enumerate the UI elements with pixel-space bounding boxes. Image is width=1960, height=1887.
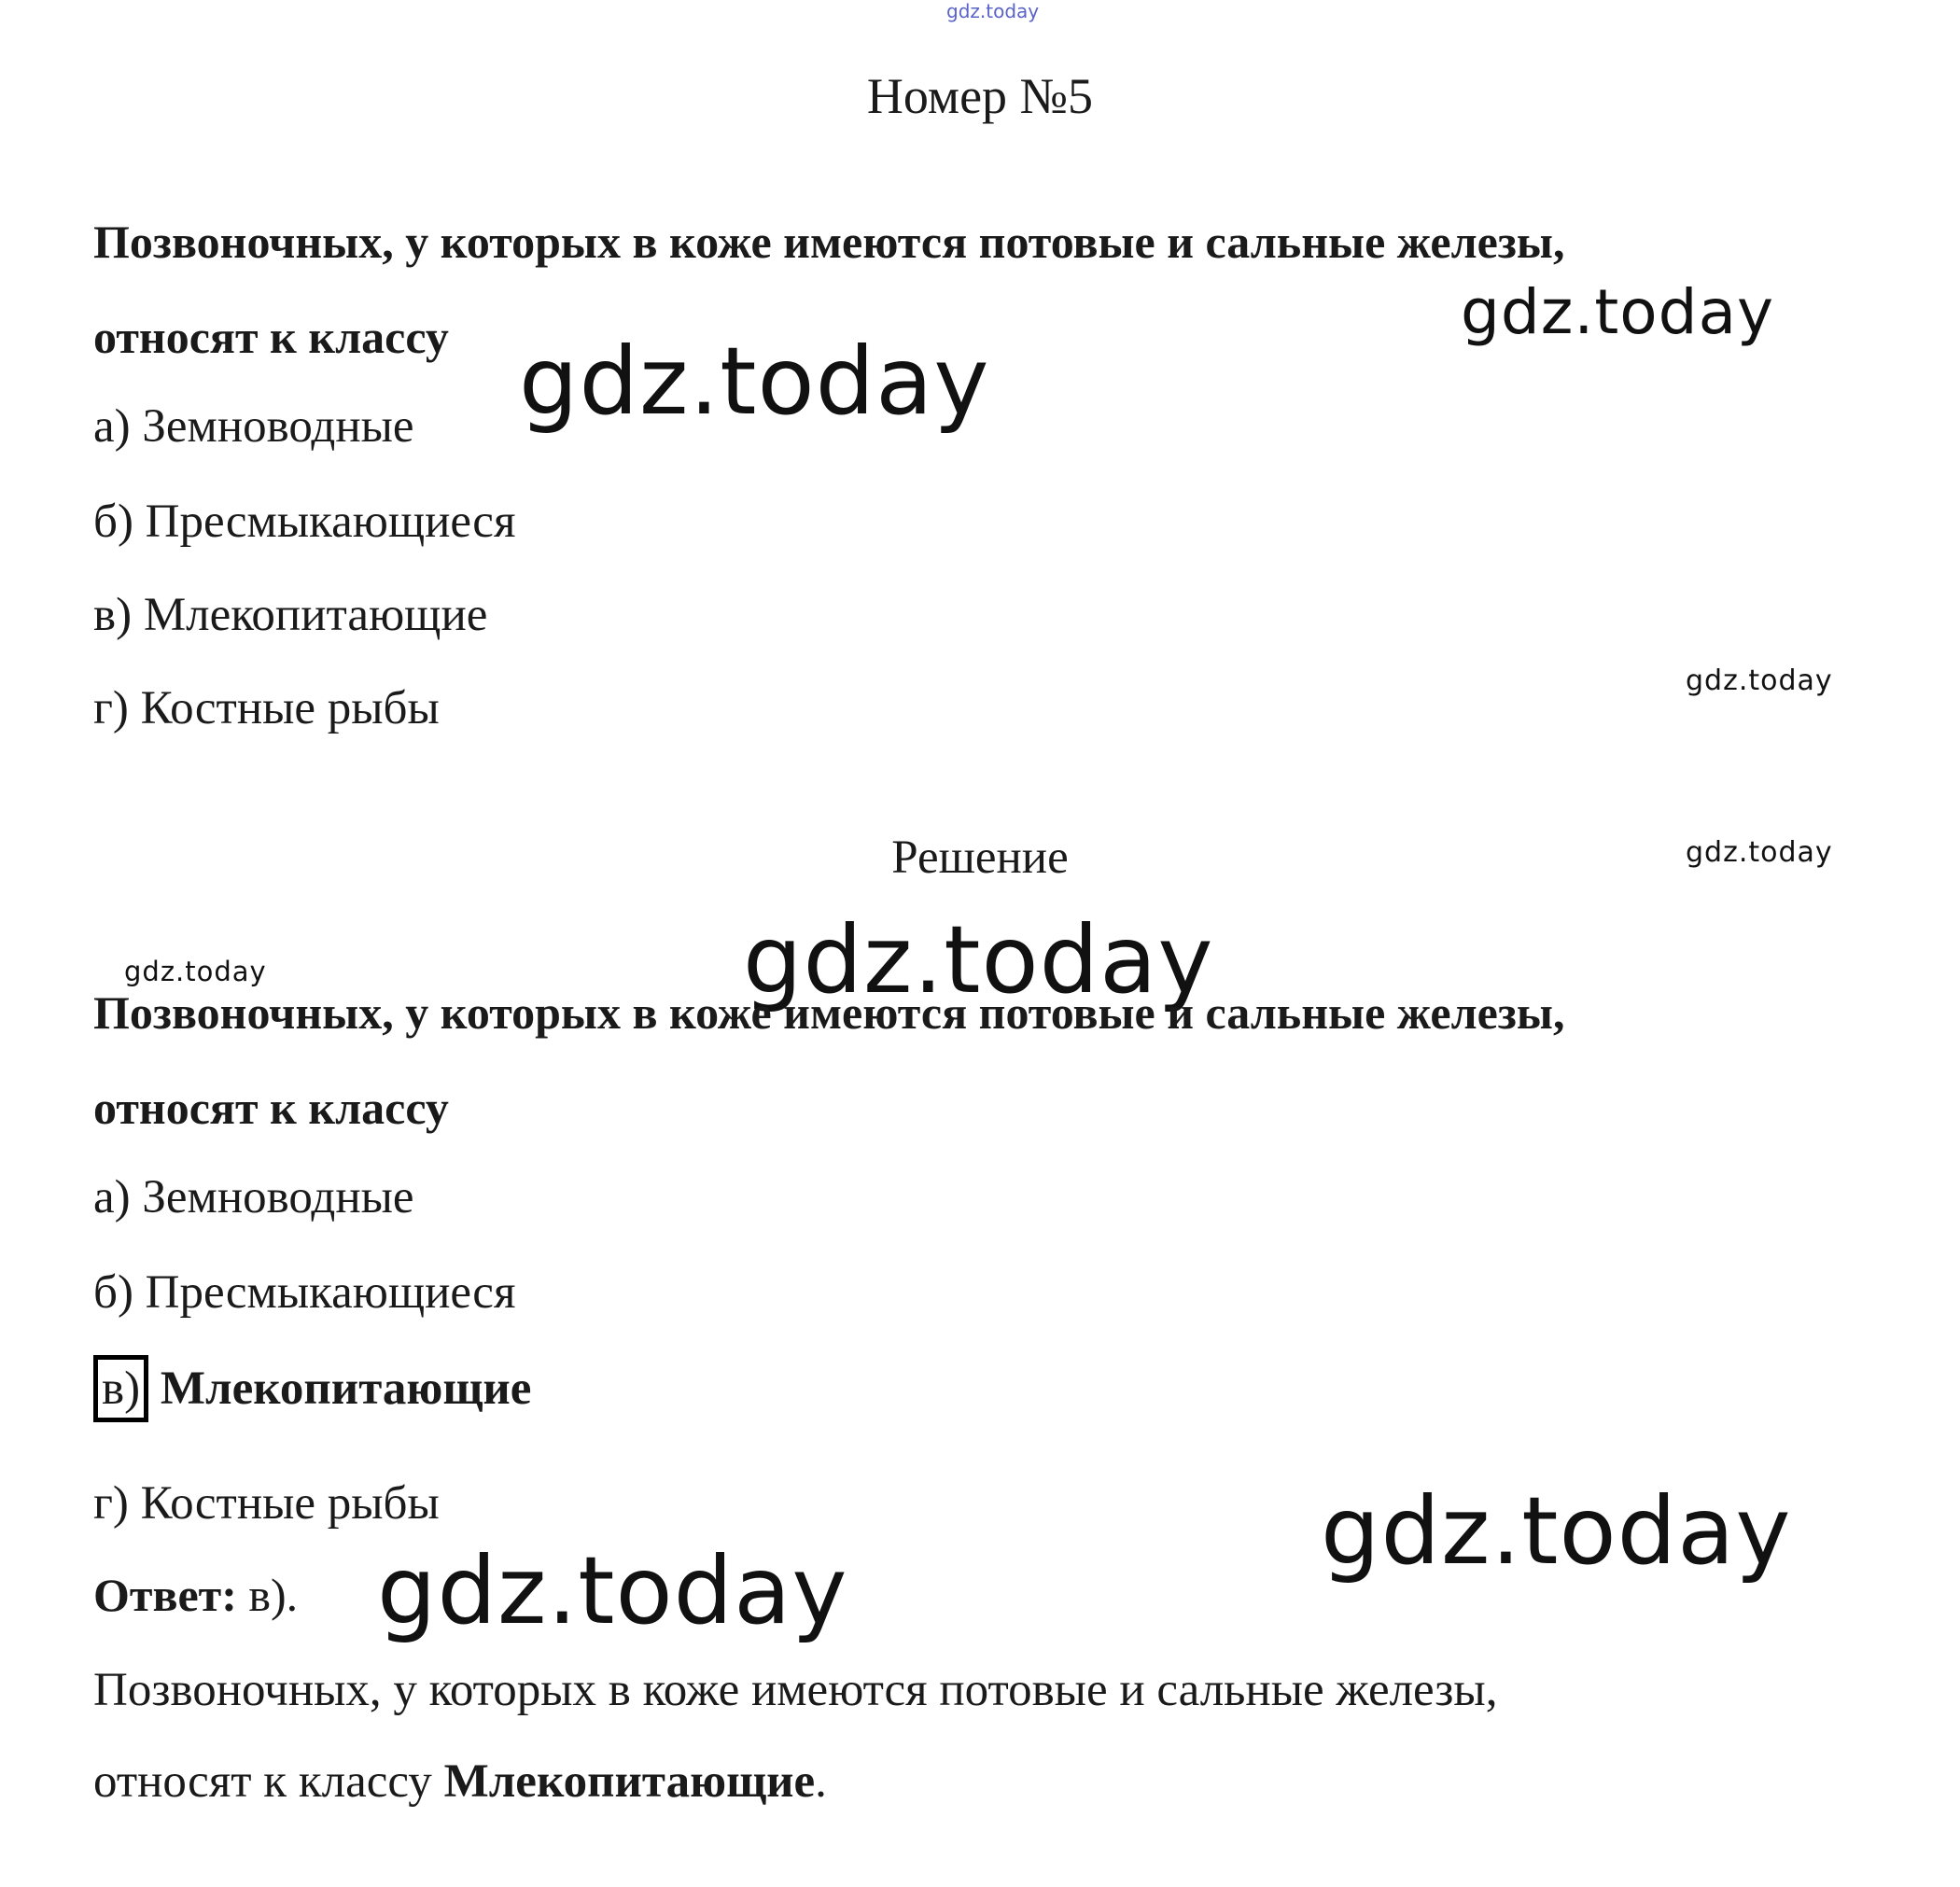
watermark: gdz.today — [1461, 276, 1775, 348]
watermark-top: gdz.today — [946, 0, 1040, 22]
watermark: gdz.today — [1321, 1476, 1792, 1586]
task-question-line2: относят к классу — [93, 311, 449, 363]
task-option-d: г) Костные рыбы — [93, 682, 440, 734]
task-option-c: в) Млекопитающие — [93, 589, 488, 641]
answer-line — [93, 1568, 298, 1622]
answer-value: в). — [248, 1569, 299, 1621]
page-title: Номер №5 — [866, 68, 1094, 124]
watermark: gdz.today — [519, 327, 990, 436]
solution-option-c — [93, 1355, 531, 1422]
solution-question-line2: относят к классу — [93, 1082, 449, 1134]
explanation-line1: Позвоночных, у которых в коже имеются потовые и сальные железы, — [93, 1664, 1498, 1716]
solution-question — [93, 965, 1895, 1155]
task-option-a: а) Земноводные — [93, 400, 414, 453]
correct-option-text: Млекопитающие — [160, 1363, 532, 1415]
solution-option-b: б) Пресмыкающиеся — [93, 1266, 516, 1319]
solution-heading: Решение — [891, 832, 1069, 884]
solution-question-line1: Позвоночных, у которых в коже имеются потовые и сальные железы, — [93, 986, 1565, 1039]
explanation-line2 — [93, 1754, 827, 1809]
explanation-end: . — [815, 1755, 827, 1808]
correct-option-marker: в) — [93, 1355, 148, 1422]
explanation-answer: Млекопитающие — [443, 1755, 816, 1808]
answer-label: Ответ: — [93, 1569, 237, 1621]
solution-option-a: а) Земноводные — [93, 1171, 414, 1223]
solution-option-d: г) Костные рыбы — [93, 1477, 440, 1530]
task-question — [93, 194, 1895, 384]
watermark: gdz.today — [124, 956, 267, 987]
explanation-prefix: относят к классу — [93, 1755, 432, 1808]
watermark: gdz.today — [377, 1536, 848, 1645]
task-question-line1: Позвоночных, у которых в коже имеются потовые и сальные железы, — [93, 216, 1565, 268]
watermark: gdz.today — [1686, 664, 1833, 697]
watermark: gdz.today — [743, 905, 1214, 1014]
task-option-b: б) Пресмыкающиеся — [93, 496, 516, 548]
watermark: gdz.today — [1686, 836, 1833, 869]
